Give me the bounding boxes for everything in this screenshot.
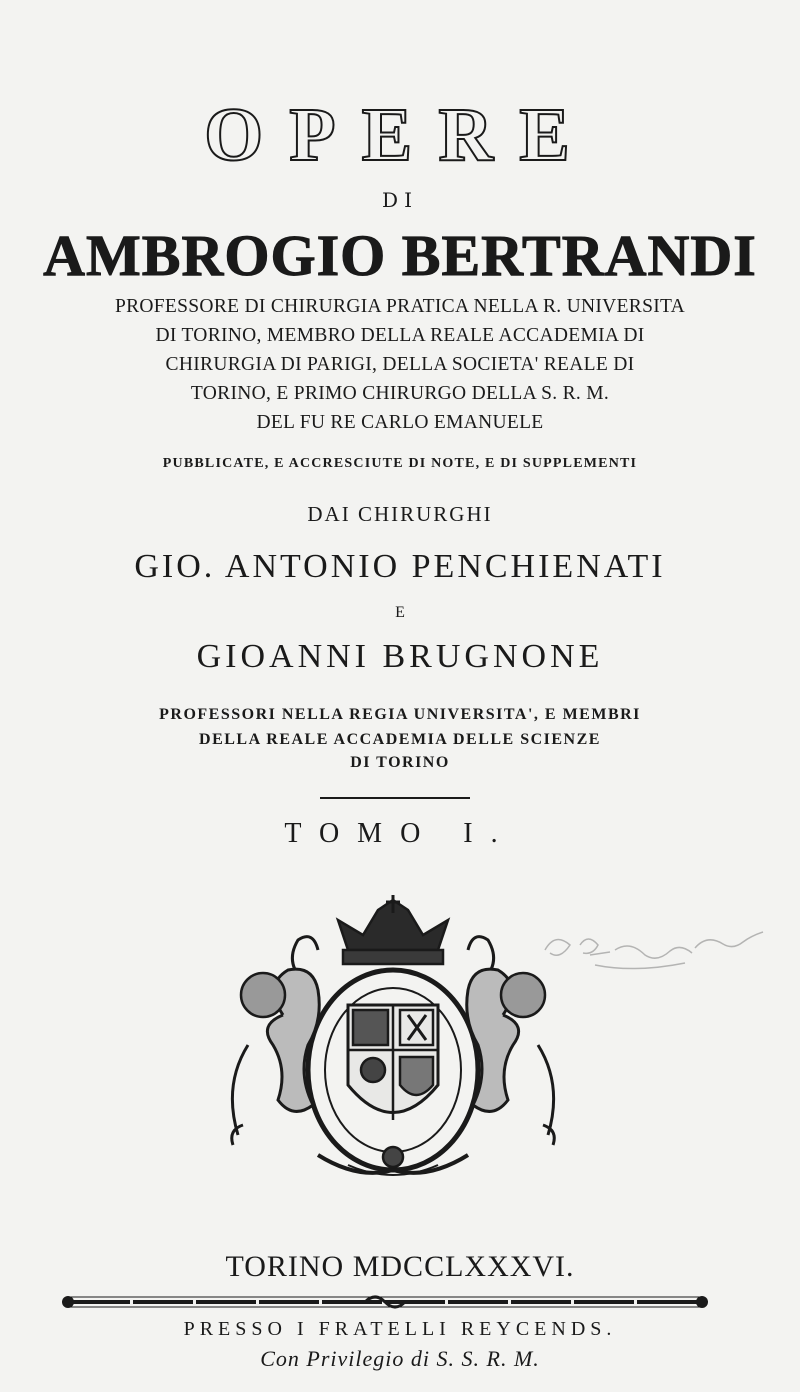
author-title-line: DEL FU RE CARLO EMANUELE	[256, 412, 544, 433]
ownership-stamp-icon	[535, 920, 775, 980]
publication-note: PUBBLICATE, E ACCRESCIUTE DI NOTE, E DI SUPPLEMENTI	[162, 456, 638, 471]
author-name: AMBROGIO BERTRANDI	[43, 223, 757, 288]
di-label: DI	[382, 188, 418, 212]
editor-name: GIOANNI BRUGNONE	[196, 638, 604, 675]
editor-title-line: DELLA REALE ACCADEMIA DELLE SCIENZE	[199, 731, 601, 748]
book-title: OPERE	[204, 93, 596, 177]
editor-name: GIO. ANTONIO PENCHIENATI	[134, 548, 666, 585]
privilege-note: Con Privilegio di S. S. R. M.	[260, 1346, 540, 1371]
conjunction: E	[395, 604, 405, 621]
imprint-place: TORINO MDCCLXXXVI.	[225, 1250, 575, 1283]
author-title-line: PROFESSORE DI CHIRURGIA PRATICA NELLA R. UNIVERSITA	[114, 296, 686, 317]
imprint-publisher: PRESSO I FRATELLI REYCENDS.	[183, 1318, 617, 1340]
divider-rule	[320, 797, 470, 799]
author-title-line: TORINO, E PRIMO CHIRURGO DELLA S. R. M.	[190, 383, 610, 404]
dai-label: DAI CHIRURGHI	[307, 502, 493, 526]
author-title-line: CHIRURGIA DI PARIGI, DELLA SOCIETA' REALE DI	[165, 354, 635, 375]
editor-title-line: DI TORINO	[350, 754, 450, 771]
ornamental-rule	[60, 1290, 710, 1314]
author-title-line: DI TORINO, MEMBRO DELLA REALE ACCADEMIA DI	[155, 325, 645, 346]
editor-title-line: PROFESSORI NELLA REGIA UNIVERSITA', E MEMBRI	[159, 706, 641, 723]
volume-label: TOMO I.	[284, 818, 516, 849]
coat-of-arms-icon	[228, 895, 558, 1185]
